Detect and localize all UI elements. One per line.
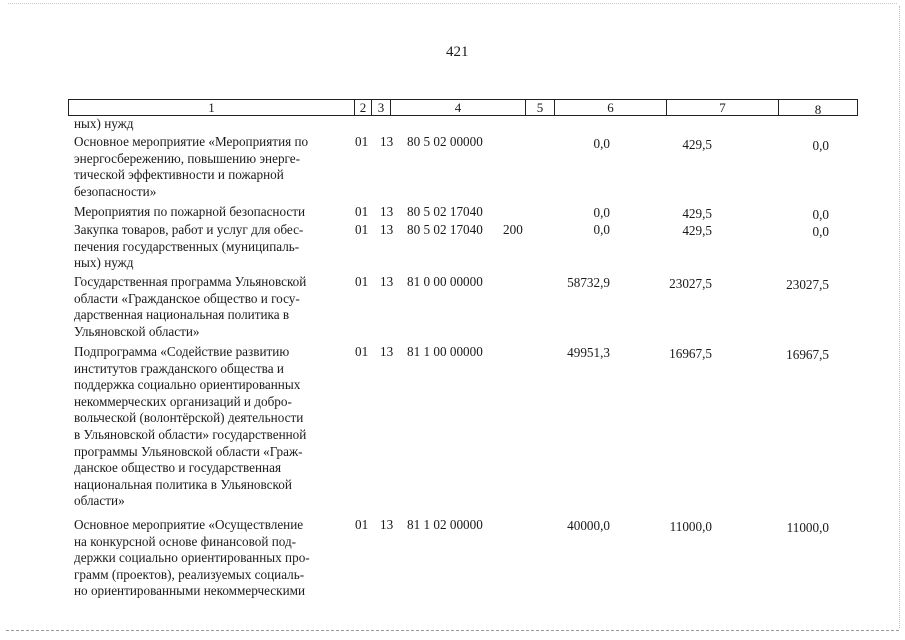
table-header xyxy=(68,99,858,116)
cell-amount-col7: 429,5 xyxy=(682,223,712,238)
cell-amount-col6: 49951,3 xyxy=(567,345,610,360)
cell-amount-col7: 429,5 xyxy=(682,137,712,152)
cell-subsection: 13 xyxy=(380,344,394,359)
cell-amount-col8: 23027,5 xyxy=(786,277,829,292)
row-description xyxy=(74,274,349,340)
scan-edge-top xyxy=(8,3,897,5)
cell-target-article: 81 1 00 00000 xyxy=(407,344,483,359)
description-line: некоммерческих организаций и добро- xyxy=(74,393,292,409)
header-col-4: 4 xyxy=(391,100,526,115)
header-col-8: 8 xyxy=(814,102,822,117)
description-line: данское общество и государственная xyxy=(74,460,282,476)
cell-target-article: 80 5 02 17040 xyxy=(407,204,483,219)
description-line: ных) нужд xyxy=(74,255,134,271)
description-line: Мероприятия по пожарной безопасности xyxy=(74,204,306,219)
header-col-6: 6 xyxy=(555,100,667,115)
description-line: Закупка товаров, работ и услуг для обес- xyxy=(74,222,304,237)
row-description xyxy=(74,517,349,600)
page-number: 421 xyxy=(446,44,469,60)
cell-subsection: 13 xyxy=(380,222,394,237)
row-description xyxy=(74,134,349,200)
cell-target-article: 80 5 02 00000 xyxy=(407,134,483,149)
cell-target-article: 81 1 02 00000 xyxy=(407,517,483,532)
cell-target-article: 81 0 00 00000 xyxy=(407,274,483,289)
description-line: институтов гражданского общества и xyxy=(74,360,284,376)
cell-amount-col8: 0,0 xyxy=(812,138,829,153)
cell-section: 01 xyxy=(355,274,369,289)
description-line: тической эффективности и пожарной xyxy=(74,167,284,183)
description-line: национальная политика в Ульяновской xyxy=(74,476,292,492)
row-description xyxy=(74,344,349,510)
header-col-3: 3 xyxy=(372,100,391,115)
cell-amount-col8: 11000,0 xyxy=(786,520,829,535)
cell-section: 01 xyxy=(355,517,369,532)
cell-subsection: 13 xyxy=(380,517,394,532)
cell-target-article: 80 5 02 17040 xyxy=(407,222,483,237)
cell-amount-col7: 23027,5 xyxy=(669,276,712,291)
cell-section: 01 xyxy=(355,134,369,149)
cell-section: 01 xyxy=(355,204,369,219)
header-col-2: 2 xyxy=(355,100,372,115)
description-line: грамм (проектов), реализуемых социаль- xyxy=(74,566,305,582)
description-line: в Ульяновской области» государственной xyxy=(74,426,307,442)
cell-amount-col7: 429,5 xyxy=(682,206,712,221)
cell-amount-col6: 58732,9 xyxy=(567,275,610,290)
cell-subsection: 13 xyxy=(380,134,394,149)
description-line: дарственная национальная политика в xyxy=(74,307,290,323)
description-line: программы Ульяновской области «Граж- xyxy=(74,443,303,459)
cell-amount-col6: 0,0 xyxy=(593,222,610,237)
description-line: ных) нужд xyxy=(74,116,134,131)
description-line: Ульяновской области» xyxy=(74,323,200,339)
header-col-7: 7 xyxy=(667,100,779,115)
description-line: области «Гражданское общество и госу- xyxy=(74,290,300,306)
header-col-5: 5 xyxy=(526,100,555,115)
cell-amount-col7: 11000,0 xyxy=(669,519,712,534)
cell-subsection: 13 xyxy=(380,204,394,219)
cell-amount-col8: 0,0 xyxy=(812,207,829,222)
description-line: поддержка социально ориентированных xyxy=(74,377,301,393)
cell-amount-col6: 40000,0 xyxy=(567,518,610,533)
description-line: на конкурсной основе финансовой под- xyxy=(74,533,297,549)
row-description xyxy=(74,116,349,133)
cell-subsection: 13 xyxy=(380,274,394,289)
cell-expense-type: 200 xyxy=(503,222,523,237)
header-col-1: 1 xyxy=(69,100,355,115)
description-line: печения государственных (муниципаль- xyxy=(74,238,300,254)
row-description xyxy=(74,204,349,221)
description-line: Основное мероприятие «Осуществление xyxy=(74,517,304,532)
description-line: области» xyxy=(74,493,125,509)
description-line: Государственная программа Ульяновской xyxy=(74,274,307,289)
description-line: безопасности» xyxy=(74,183,157,199)
description-line: энергосбережению, повышению энерге- xyxy=(74,150,301,166)
cell-amount-col6: 0,0 xyxy=(593,136,610,151)
description-line: но ориентированными некоммерческими xyxy=(74,583,306,599)
cell-section: 01 xyxy=(355,344,369,359)
scan-edge-right xyxy=(899,6,901,628)
cell-amount-col8: 0,0 xyxy=(812,224,829,239)
description-line: вольческой (волонтёрской) деятельности xyxy=(74,410,304,426)
description-line: Подпрограмма «Содействие развитию xyxy=(74,344,290,359)
description-line: Основное мероприятие «Мероприятия по xyxy=(74,134,309,149)
cell-amount-col6: 0,0 xyxy=(593,205,610,220)
cell-amount-col7: 16967,5 xyxy=(669,346,712,361)
cell-amount-col8: 16967,5 xyxy=(786,347,829,362)
cell-section: 01 xyxy=(355,222,369,237)
description-line: держки социально ориентированных про- xyxy=(74,550,310,566)
row-description xyxy=(74,222,349,272)
scan-edge-bottom xyxy=(6,630,899,632)
